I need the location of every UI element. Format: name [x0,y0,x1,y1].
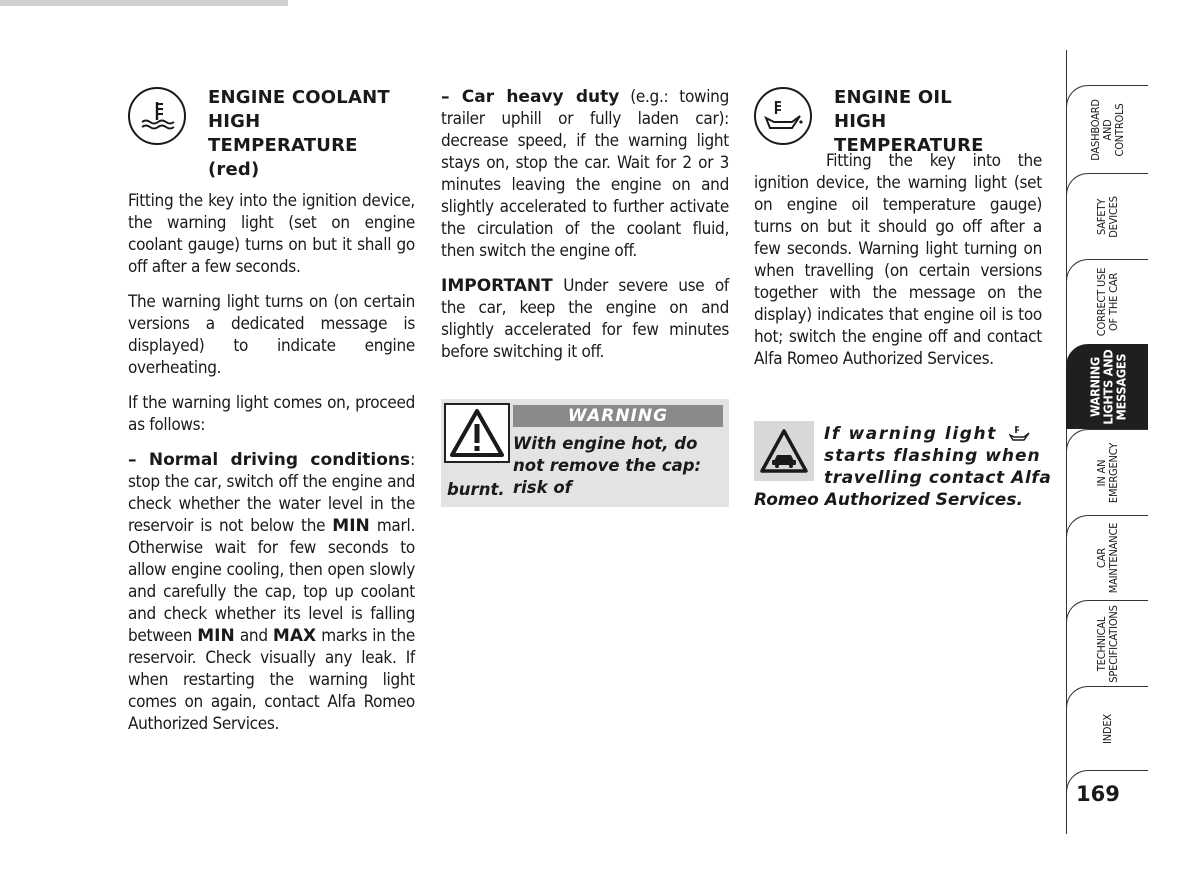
tab-index[interactable] [1066,686,1148,770]
tab-label: CORRECT USE OF THE CAR [1094,267,1120,337]
heavy-duty-paragraph [441,86,729,262]
important-paragraph [441,275,729,363]
tab-label: SAFETY DEVICES [1094,195,1120,238]
heading-line: ENGINE OIL [834,87,952,108]
tab-dashboard-and-controls[interactable] [1066,85,1148,173]
coolant-paragraph-4 [128,449,415,735]
text-run: and [234,626,273,646]
text-run: : stop the car, switch off the engine and check whether the water level in the reservoir is not below the [128,450,415,536]
tab-in-an-emergency[interactable] [1066,429,1148,515]
coolant-paragraph-1: Fitting the key into the ignition device, the warning light (set on engine coolant gauge) turns on but it shall go off after a few seconds. [128,191,415,277]
note-line-1 [824,423,1031,445]
note-line-3: travelling contact Alfa [824,468,1052,488]
oil-temperature-icon [1009,425,1031,441]
text-run: marks in the reservoir. Check visually any leak. If when restarting the warning light comes on again, contact Alfa Romeo Authorized Services. [128,626,415,734]
tab-technical-specifications[interactable] [1066,600,1148,686]
warning-box [441,399,729,507]
tab-safety-devices[interactable] [1066,173,1148,259]
text-run: (e.g.: towing trailer uphill or fully laden car): decrease speed, if the warning light stays on, stop the car. Wait for 2 or 3 minutes leaving the engine on and slightly accelerated to further activate the circulation of the coolant fluid, then switch the engine off. [441,87,729,261]
bold-term: MIN [332,516,370,536]
oil-paragraph: Fitting the key into the ignition device, the warning light (set on engine oil temperature gauge) turns on but it should go off after a few seconds. Warning light turning on when travelling (on certain versions together with the message on the display) indicates that engine oil is too hot; switch the engine off and contact Alfa Romeo Authorized Services. [754,151,1042,369]
note-divider [0,0,288,6]
tab-label: INDEX [1100,713,1114,744]
warning-text-2: burnt. [447,480,505,499]
heading-line: (red) [208,159,260,180]
tab-car-maintenance[interactable] [1066,515,1148,600]
tab-correct-use-of-the-car[interactable] [1066,259,1148,344]
coolant-paragraph-3: If the warning light comes on, proceed as follows: [128,393,415,435]
coolant-heading [208,86,415,182]
page-number: 169 [1076,782,1120,806]
text-run: Under severe use of the car, keep the engine on and slightly accelerated for few minutes before switching it off. [441,276,729,362]
oil-heading-row [754,86,1042,158]
column-engine-coolant [128,86,415,748]
heading-line: HIGH TEMPERATURE [834,111,984,156]
bold-term: MAX [272,626,317,646]
tab-warning-lights-and-messages[interactable] [1066,344,1148,429]
tab-label: WARNING LIGHTS AND MESSAGES [1087,349,1128,425]
note-line-2: starts flashing when [824,446,1041,466]
tab-label: IN AN EMERGENCY [1094,442,1120,503]
coolant-temperature-icon [128,87,186,145]
tab-label: CAR MAINTENANCE [1094,522,1120,594]
coolant-heading-row [128,86,415,182]
column-engine-oil [754,86,1042,383]
bold-term: – Car heavy duty [441,87,620,107]
oil-heading [834,86,1042,158]
heading-line: ENGINE COOLANT [208,87,390,108]
bold-term: – Normal driving conditions [128,450,411,470]
warning-text-1: With engine hot, do not remove the cap: risk of [513,434,702,497]
tab-label: DASHBOARD AND CONTROLS [1088,98,1126,161]
text-run: marl. Otherwise wait for few seconds to allow engine cooling, then open slowly and carefully the cap, top up coolant and check whether its level is falling between [128,516,415,646]
bold-term: MIN [197,626,235,646]
note-line-4: Romeo Authorized Services. [754,490,1023,510]
warning-label: WARNING [513,405,723,427]
tab-label: TECHNICAL SPECIFICATIONS [1094,604,1120,683]
warning-triangle-icon [444,403,510,463]
heading-line: HIGH TEMPERATURE [208,111,358,156]
car-hazard-icon [754,421,814,481]
important-label: IMPORTANT [441,276,553,296]
coolant-paragraph-2: The warning light turns on (on certain versions a dedicated message is displayed) to indicate engine overheating. [128,292,415,378]
note-text: If warning light [824,424,997,444]
oil-temperature-icon [754,87,812,145]
column-heavy-duty [441,86,729,376]
